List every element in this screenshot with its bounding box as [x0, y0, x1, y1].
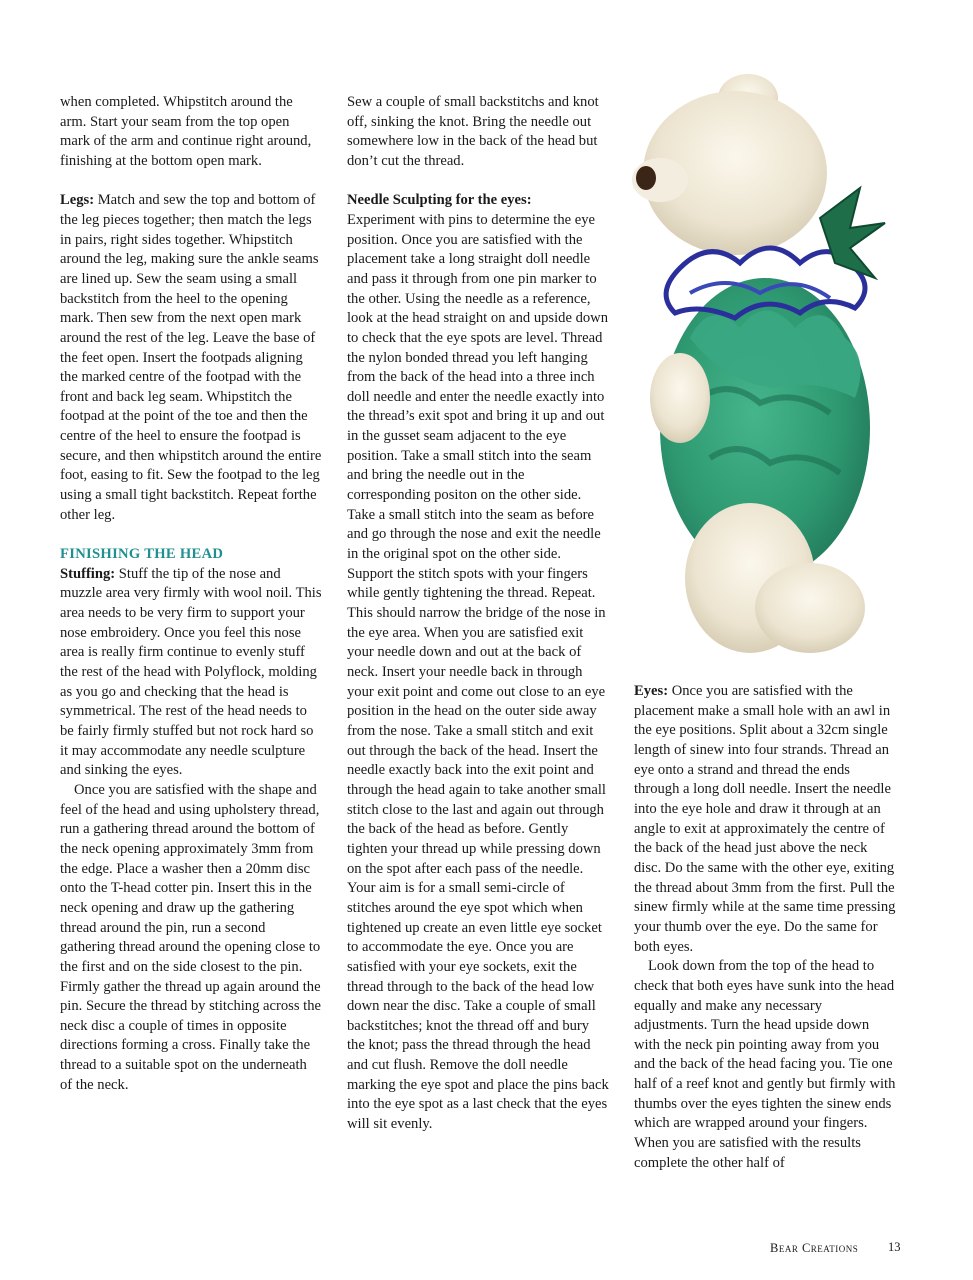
arm-paragraph: when completed. Whipstitch around the arm. Start your seam from the top open mark of the arm and continue right around, finishing at the bottom open mark. — [60, 94, 312, 169]
magazine-title: Bear Creations — [770, 1241, 859, 1255]
eyes-label: Eyes: — [634, 683, 669, 699]
bear-nose — [636, 166, 656, 190]
teddy-bear-photo — [620, 68, 920, 663]
running-footer — [770, 1241, 858, 1256]
column-2 — [347, 93, 609, 1135]
page-number: 13 — [888, 1240, 901, 1254]
eyes-paragraph — [634, 682, 896, 957]
section-heading: FINISHING THE HEAD — [60, 546, 224, 563]
eyes-text: Once you are satisfied with the placement make a small hole with an awl in the eye positions. Split about a 32cm single length of sinew into four strands. Thread an eye onto a strand and thread the ends through a long doll needle. Insert the needle into the eye hole and draw it through at an angle to exit at approximately the centre of the back of the head just above the neck disc. Do the same with the other eye, exiting the thread about 3mm from the first. Pull the sinew firmly while at the same time pressing your thumb over the eye. Do the same for both eyes. — [634, 683, 896, 955]
stuffing-paragraph — [60, 565, 322, 781]
column-3 — [634, 682, 896, 1173]
neck-paragraph: Once you are satisfied with the shape and feel of the head and using upholstery thread, run a gathering thread around the bottom of the neck opening approximately 3mm from the edge. Place a washer then a 20mm disc onto the T-head cotter pin. Insert this in the neck opening and draw up the gathering thread around the pin, run a second gathering thread around the opening close to the first and on the side closest to the pin. Firmly gather the thread up again around the pin. Secure the thread by stitching across the neck disc a couple of times in opposite directions forming a cross. Finally take the thread to a suitable spot on the underneath of the neck. — [60, 781, 321, 1093]
column-1 — [60, 93, 322, 1095]
stuffing-text: Stuff the tip of the nose and muzzle area very firmly with wool noil. This area needs to be very firm to support your nose embroidery. Once you feel this nose area is really firm continue to evenly stuff the rest of the head with Polyflock, molding as you go and checking that the head is symmetrical. The rest of the head needs to be fairly firmly stuffed but not rock hard so it may accommodate any needle sculpture and sinking the eyes. — [60, 565, 322, 779]
look-down-paragraph: Look down from the top of the head to check that both eyes have sunk into the head equally and make any necessary adjustments. Turn the head upside down with the neck pin pointing away from you and the back of the head facing you. Tie one half of a reef knot and gently but firmly with thumbs over the eyes tighten the sinew ends which are wrapped around your fingers. When you are satisfied with the results complete the other half of — [634, 958, 896, 1171]
legs-paragraph — [60, 191, 322, 525]
legs-label: Legs: — [60, 192, 95, 209]
needle-sculpting-paragraph: Experiment with pins to determine the eye position. Once you are satisfied with the placement take a long straight doll needle and pass it through from one pin marker to the other. Using the needle as a reference, look at the head straight on and upside down to check that the eye spots are level. Thread the nylon bonded thread you left hanging from the back of the head into a three inch doll needle and enter the needle exactly into the thread’s exit spot and bring it up and out in the gusset seam adjacent to the eye position. Take a small stitch into the seam and bring the needle out in the corresponding positon on the other side. Take a small stitch into the seam as before and go through the nose and exit the needle in the original spot on the other side. Support the stitch spots with your fingers while gently tightening the thread. Repeat. This should narrow the bridge of the nose in the eye area. When you are satisfied exit your needle down and out at the back of neck. Insert your needle back in through your exit point and come out close to an eye position in the head on the outer side away from the nose. Take a small stitch and exit out through the back of the head. Insert the needle exactly back into the exit point and through the head again to take another small stitch close to the last and again out through the back of the head as before. Gently tighten your thread up while pressing down on the spot after each pass of the needle. Your aim is for a small semi-circle of stitches around the eye spot which when tightened up create an even little eye socket to accommodate the eye. Once you are satisfied with your eye sockets, exit the thread through to the back of the head low down near the disc. Take a couple of small backstitches; knot the thread off and bury the knot; pass the thread through the head and cut flush. Remove the doll needle marking the eye spot and place the pins back into the eye spot as a last check that the eyes will sit evenly. — [347, 211, 609, 1133]
backstitch-paragraph: Sew a couple of small backstitchs and knot off, sinking the knot. Bring the needle out somewhere low in the back of the head but don’t cut the thread. — [347, 94, 599, 169]
bear-foot — [755, 563, 865, 653]
green-bow — [820, 188, 885, 278]
legs-text: Match and sew the top and bottom of the leg pieces together; then match the legs in pairs, right sides together. Whipstitch around the leg, making sure the ankle seams are lined up. Sew the seam using a small backstitch from the heel to the opening mark. Then sew from the next open mark around the rest of the leg. Leave the base of the feet open. Insert the footpads aligning the marked centre of the footpad with the front and back leg seam. Whipstitch the footpad at the point of the toe and then the centre of the heel to ensure the footpad is secure, and then whipstitch around the entire foot, easing to fit. Sew the footpad to the leg using a small tight backstitch. Repeat forthe other leg. — [60, 192, 322, 523]
needle-sculpting-subheading: Needle Sculpting for the eyes: — [347, 192, 532, 209]
stuffing-label: Stuffing: — [60, 565, 116, 582]
bear-arm — [650, 353, 710, 443]
